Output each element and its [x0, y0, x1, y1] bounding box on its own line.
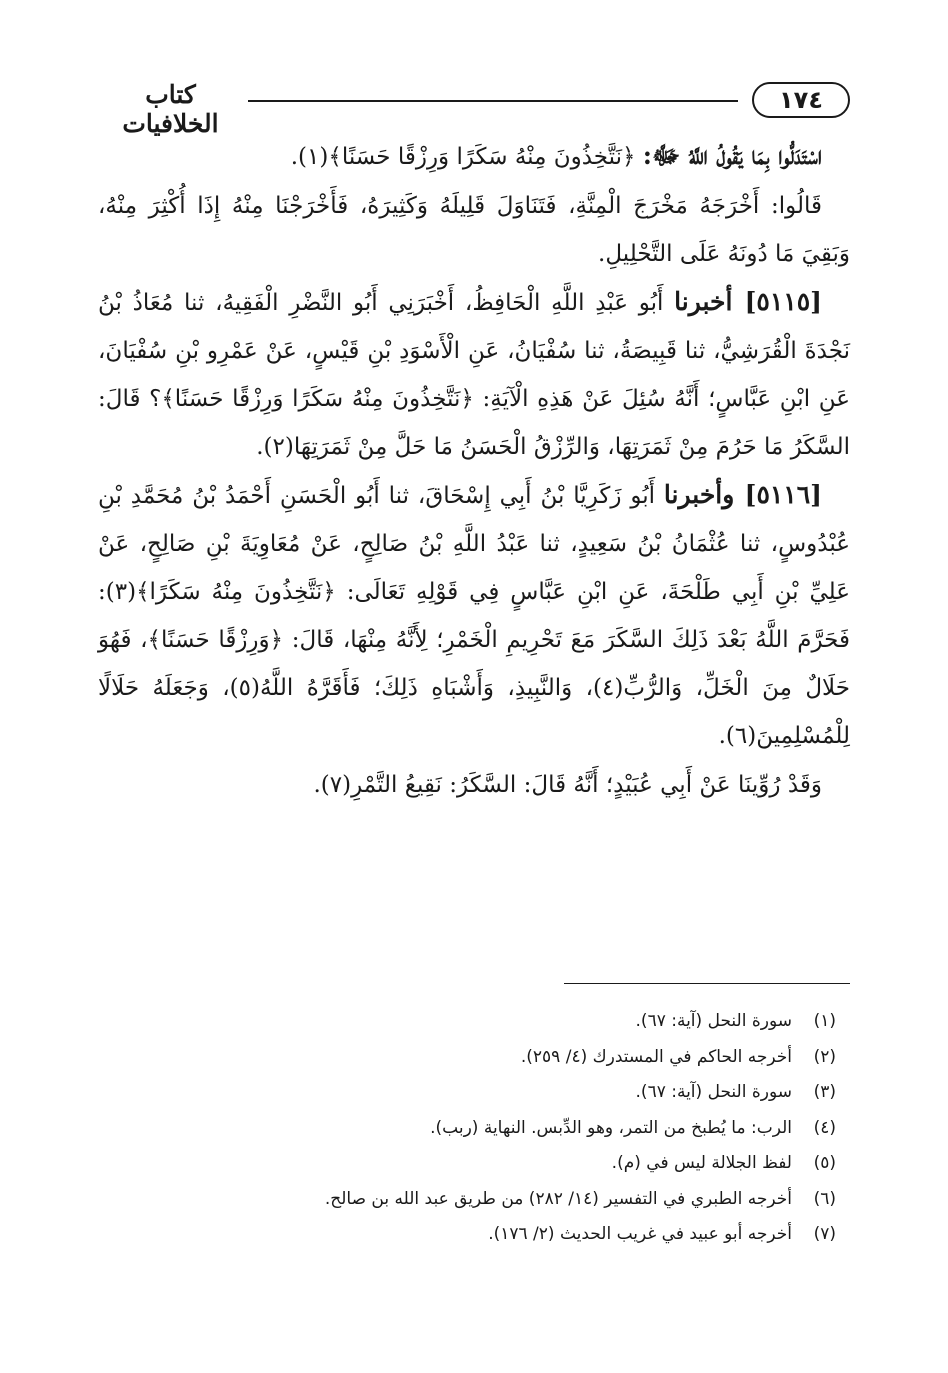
header-rule	[248, 100, 738, 102]
footnote-item	[98, 1004, 850, 1040]
footnote-text: سورة النحل (آية: ٦٧).	[635, 1082, 792, 1102]
footnote-text: سورة النحل (آية: ٦٧).	[635, 1011, 792, 1031]
paragraph-lead: اسْتَدَلُّوا بِمَا يَقُولُ اللَّهُ ﷻ:	[642, 141, 822, 170]
footnote-text: لفظ الجلالة ليس في (م).	[611, 1153, 792, 1173]
footnote-item	[98, 1075, 850, 1111]
paragraph-4	[98, 471, 850, 760]
paragraph-5	[98, 760, 850, 809]
page-header	[98, 80, 850, 138]
footnote-number: (٥)	[813, 1153, 836, 1173]
paragraph-2	[98, 181, 850, 278]
footnote-item	[98, 1182, 850, 1218]
footnote-number: (٤)	[813, 1117, 836, 1138]
footnote-separator	[564, 983, 850, 984]
paragraph-lead: [٥١١٥] أخبرنا	[674, 287, 822, 316]
paragraph-1	[98, 132, 850, 181]
paragraph-text: ﴿نَتَّخِذُونَ مِنْهُ سَكَرًا وَرِزْقًا حَسَنًا﴾(١).	[290, 144, 643, 170]
footnote-number: (١)	[813, 1011, 836, 1031]
footnote-number: (٦)	[813, 1188, 836, 1209]
footnote-text: أخرجه الحاكم في المستدرك (٤/ ٢٥٩).	[520, 1046, 792, 1067]
footnote-item	[98, 1111, 850, 1147]
paragraph-text: وَقَدْ رُوِّينَا عَنْ أَبِي عُبَيْدٍ؛ أَنَّهُ قَالَ: السَّكَرُ: نَقِيعُ التَّمْرِ(٧).	[313, 772, 822, 798]
page-number: ١٧٤	[752, 82, 850, 118]
paragraph-text: أَبُو زَكَرِيَّا بْنُ أَبِي إِسْحَاقَ، ثنا أَبُو الْحَسَنِ أَحْمَدُ بْنُ مُحَمَّدِ بْنِ عُبْدُوسٍ، ثنا عُثْمَانُ بْنُ سَعِيدٍ، ثنا عَبْدُ اللَّهِ بْنُ صَالِحٍ، عَنْ مُعَاوِيَةَ بْنِ صَالِحٍ، عَنْ عَلِيِّ بْنِ أَبِي طَلْحَةَ، عَنِ ابْنِ عَبَّاسٍ فِي قَوْلِهِ تَعَالَى: ﴿نَتَّخِذُونَ مِنْهُ سَكَرًا﴾(٣): فَحَرَّمَ اللَّهُ بَعْدَ ذَلِكَ السَّكَرَ مَعَ تَحْرِيمِ الْخَمْرِ؛ لِأَنَّهُ مِنْهَا، قَالَ: ﴿وَرِزْقًا حَسَنًا﴾، فَهُوَ حَلَالٌ مِنَ الْخَلِّ، وَالرُّبِّ(٤)، وَالنَّبِيذِ، وَأَشْبَاهِ ذَلِكَ؛ فَأَقَرَّهُ اللَّهُ(٥)، وَجَعَلَهُ حَلَالًا لِلْمُسْلِمِينَ(٦).	[98, 483, 850, 749]
paragraph-text: أَبُو عَبْدِ اللَّهِ الْحَافِظُ، أَخْبَرَنِي أَبُو النَّضْرِ الْفَقِيهُ، ثنا مُعَاذُ بْنُ نَجْدَةَ الْقُرَشِيُّ، ثنا قَبِيصَةُ، ثنا سُفْيَانُ، عَنِ الْأَسْوَدِ بْنِ قَيْسٍ، عَنْ عَمْرِو بْنِ سُفْيَانَ، عَنِ ابْنِ عَبَّاسٍ؛ أَنَّهُ سُئِلَ عَنْ هَذِهِ الْآيَةِ: ﴿نَتَّخِذُونَ مِنْهُ سَكَرًا وَرِزْقًا حَسَنًا﴾؟ قَالَ: السَّكَرُ مَا حَرُمَ مِنْ ثَمَرَتِهَا، وَالرِّزْقُ الْحَسَنُ مَا حَلَّ مِنْ ثَمَرَتِهَا(٢).	[98, 290, 850, 460]
footnotes	[98, 1004, 850, 1253]
footnote-text: أخرجه أبو عبيد في غريب الحديث (٢/ ١٧٦).	[488, 1224, 792, 1244]
paragraph-text: قَالُوا: أَخْرَجَهُ مَخْرَجَ الْمِنَّةِ، فَتَنَاوَلَ قَلِيلَهُ وَكَثِيرَهُ، فَأَخْرَجْنَا مِنْهُ إِذَا أُكْثِرَ مِنْهُ، وَبَقِيَ مَا دُونَهُ عَلَى التَّحْلِيلِ.	[98, 193, 850, 267]
paragraph-3	[98, 278, 850, 471]
footnote-item	[98, 1040, 850, 1076]
footnote-item	[98, 1146, 850, 1182]
footnote-number: (٣)	[813, 1082, 836, 1102]
footnote-number: (٢)	[813, 1046, 836, 1067]
footnote-text: الرب: ما يُطبخ من التمر، وهو الدِّبس. النهاية (ربب).	[430, 1117, 792, 1138]
footnote-number: (٧)	[813, 1224, 836, 1244]
paragraph-lead: [٥١١٦] وأخبرنا	[663, 480, 822, 509]
footnote-item	[98, 1217, 850, 1253]
footnote-text: أخرجه الطبري في التفسير (١٤/ ٢٨٢) من طريق عبد الله بن صالح.	[324, 1188, 792, 1209]
main-text	[98, 132, 850, 809]
book-title: كتاب الخلافيات	[122, 80, 219, 138]
